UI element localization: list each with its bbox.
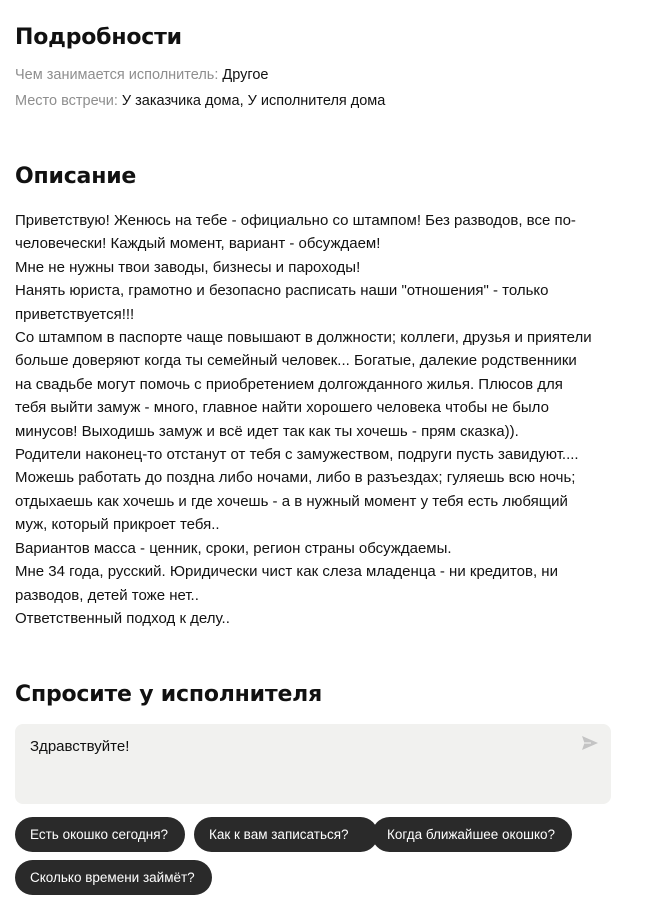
description-line: отдыхаешь как хочешь и где хочешь - а в нужный момент у тебя есть любящий (15, 492, 568, 510)
detail-row-meeting-place (15, 92, 385, 110)
description-title: Описание (15, 164, 137, 189)
description-line: Ответственный подход к делу.. (15, 609, 230, 627)
suggestion-chip[interactable]: Сколько времени займёт? (15, 860, 212, 895)
description-line: минусов! Выходишь замуж и всё идет так как ты хочешь - прям сказка)). (15, 422, 519, 440)
send-button[interactable] (579, 732, 601, 754)
description-line: муж, который прикроет тебя.. (15, 516, 220, 534)
description-line: приветствуется!!! (15, 305, 135, 323)
suggestion-chip[interactable]: Когда ближайшее окошко? (372, 817, 572, 852)
detail-value: У заказчика дома, У исполнителя дома (121, 93, 386, 109)
suggestion-chip[interactable]: Как к вам записаться? (194, 817, 378, 852)
suggestion-chip[interactable]: Есть окошко сегодня? (15, 817, 185, 852)
description-line: на свадьбе могут помочь с приобретением долгожданного жилья. Плюсов для (15, 375, 563, 393)
detail-row-occupation (15, 66, 269, 84)
description-line: Мне 34 года, русский. Юридически чист как слеза младенца - ни кредитов, ни (15, 563, 558, 581)
description-line: больше доверяют когда ты семейный человек... Богатые, далекие родственники (15, 352, 577, 370)
description-line: Нанять юриста, грамотно и безопасно расписать наши "отношения" - только (15, 282, 549, 300)
message-input[interactable] (30, 734, 570, 758)
description-line: Вариантов масса - ценник, сроки, регион страны обсуждаемы. (15, 539, 452, 557)
detail-label: Чем занимается исполнитель: (15, 67, 219, 83)
details-title: Подробности (15, 25, 182, 50)
send-icon (581, 735, 599, 751)
description-line: Родители наконец-то отстанут от тебя с замужеством, подруги пусть завидуют.... (15, 446, 579, 464)
description-text (15, 209, 615, 630)
message-box (15, 724, 611, 804)
description-line: Приветствую! Женюсь на тебе - официально со штампом! Без разводов, все по- (15, 212, 576, 229)
description-line: Со штампом в паспорте чаще повышают в должности; коллеги, друзья и приятели (15, 329, 592, 347)
description-line: разводов, детей тоже нет.. (15, 586, 199, 604)
description-line: Можешь работать до поздна либо ночами, либо в разъездах; гуляешь всю ночь; (15, 469, 576, 487)
description-line: тебя выйти замуж - много, главное найти хорошего человека чтобы не было (15, 399, 549, 417)
detail-label: Место встречи: (15, 93, 118, 109)
detail-value: Другое (222, 67, 269, 83)
ask-title: Спросите у исполнителя (15, 682, 323, 707)
description-line: человечески! Каждый момент, вариант - обсуждаем! (15, 235, 381, 253)
description-line: Мне не нужны твои заводы, бизнесы и пароходы! (15, 258, 361, 276)
